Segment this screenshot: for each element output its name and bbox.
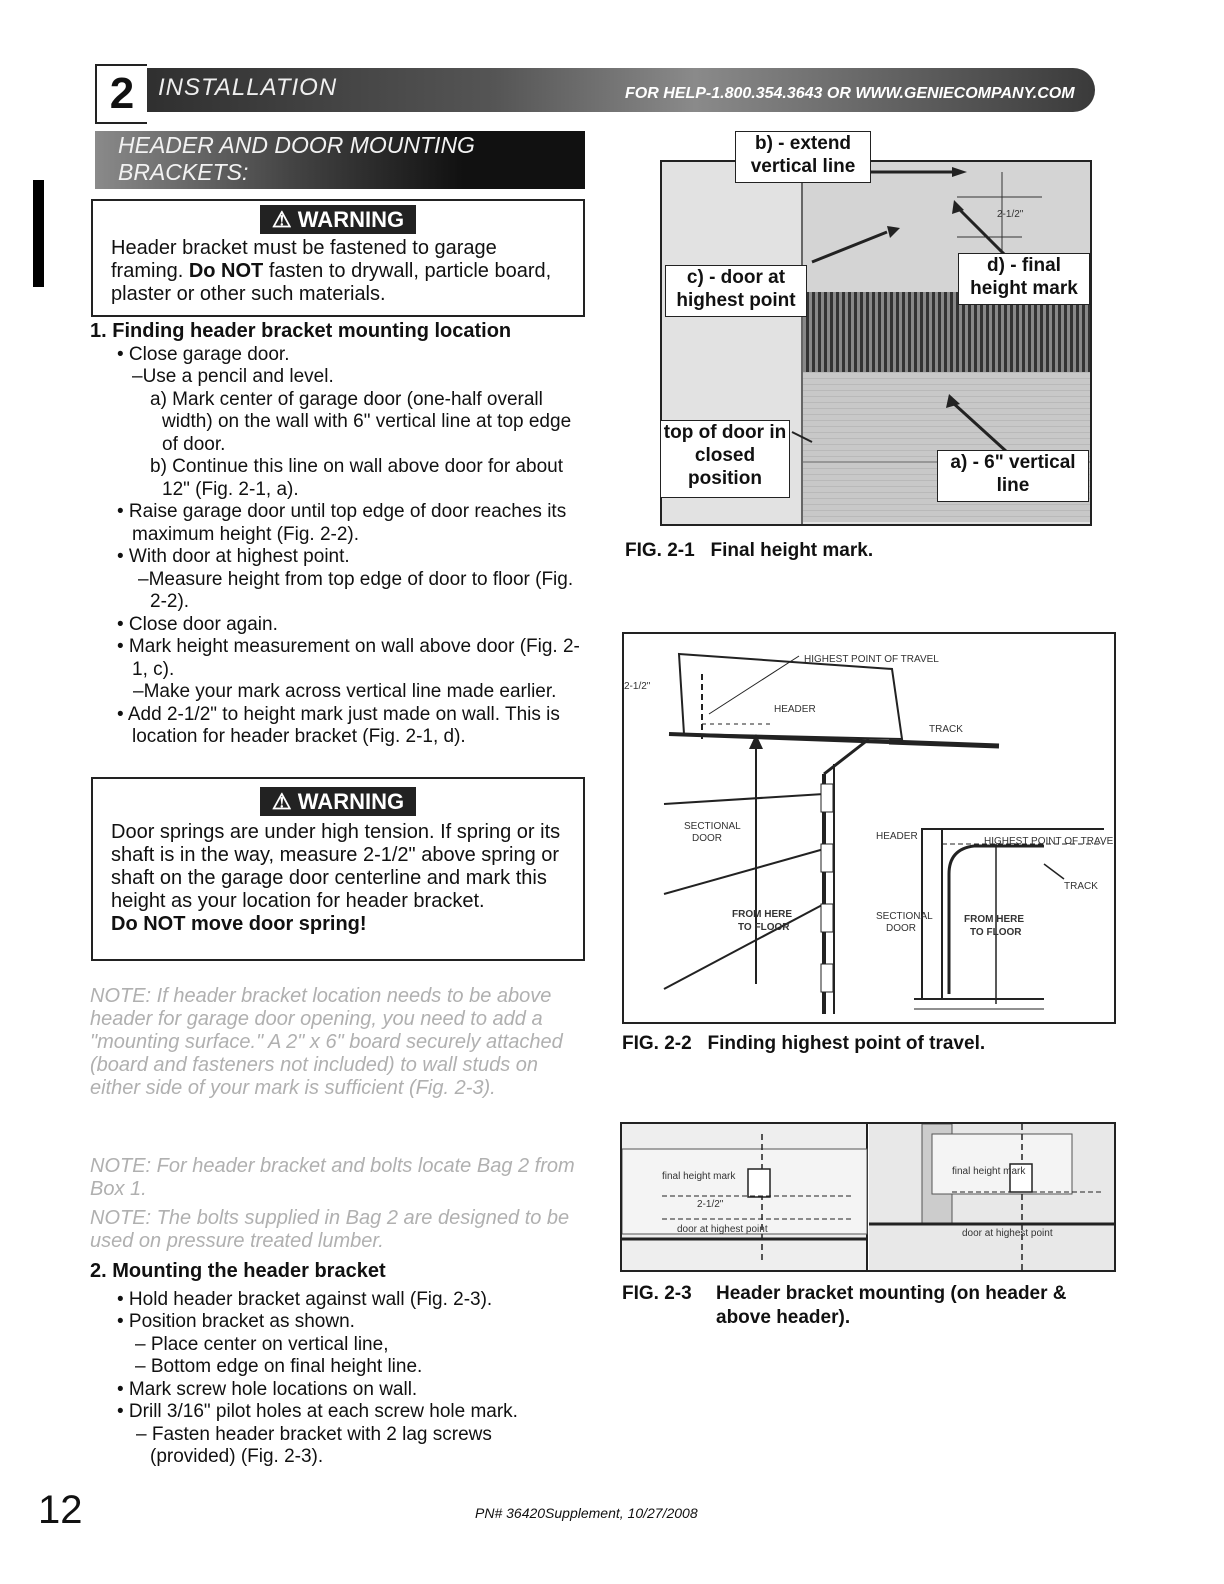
label-from-here: FROM HERE — [732, 909, 792, 920]
step1-line: a) Mark center of garage door (one-half overall width) on the wall with 6" vertical line at top edge of door. — [150, 388, 572, 455]
callout-top-of-door-closed: top of door in closed position — [660, 420, 790, 498]
note-1: NOTE: If header bracket location needs to be above header for garage door opening, you need to add a "mounting surface." A 2" x 6" board securely attached (board and fasteners not included) to wall studs on either side of your mark is sufficient (Fig. 2-3). — [90, 985, 563, 1099]
part-number: PN# 36420Supplement, 10/27/2008 — [475, 1505, 698, 1521]
label-final-height-mark: final height mark — [662, 1171, 736, 1182]
label-header: HEADER — [774, 704, 816, 715]
label-highest-point: HIGHEST POINT OF TRAVEL — [804, 654, 939, 665]
warning-box-2 — [91, 777, 585, 961]
warning-text: Door springs are under high tension. If spring or its shaft is in the way, measure 2-1/2" above spring or shaft on the garage door centerline and mark this height as your location for header bracket. Do NOT move door spring! — [111, 821, 561, 935]
label-dimension: 2-1/2" — [624, 681, 651, 692]
section-number: 2 — [95, 64, 147, 124]
side-tab-marker — [33, 180, 44, 287]
step2-line: • Hold header bracket against wall (Fig. 2-3). — [117, 1288, 493, 1310]
warning-box-1 — [91, 199, 585, 317]
label-sectional: SECTIONAL — [684, 821, 741, 832]
step2-title: 2. Mounting the header bracket — [90, 1260, 386, 1282]
warning-badge: ⚠ WARNING — [260, 205, 416, 234]
step1-line: b) Continue this line on wall above door for about 12" (Fig. 2-1, a). — [150, 456, 563, 500]
callout-c-door-at-highest-point: c) - door at highest point — [665, 265, 807, 317]
label-dimension: 2-1/2" — [697, 1199, 724, 1210]
step2-section — [90, 1260, 590, 1469]
page-number: 12 — [38, 1488, 83, 1532]
label-highest-right: HIGHEST POINT OF TRAVEL — [984, 836, 1114, 847]
step1-line: • Close door again. — [117, 613, 278, 635]
label-door: DOOR — [692, 833, 722, 844]
label-to-floor-right: TO FLOOR — [970, 927, 1022, 938]
fig-2-3-caption-text: Header bracket mounting (on header & above header). — [716, 1283, 1067, 1328]
label-final-height-mark-2: final height mark — [952, 1166, 1026, 1177]
fig-2-3-diagram — [620, 1122, 1116, 1272]
fig-2-2-caption: FIG. 2-2 Finding highest point of travel. — [622, 1033, 986, 1054]
subsection-title: HEADER AND DOOR MOUNTING BRACKETS: — [118, 132, 475, 185]
step2-line: • Position bracket as shown. — [117, 1311, 355, 1332]
callout-a-6-inch-vertical-line: a) - 6" vertical line — [937, 450, 1089, 502]
step2-line: – Place center on vertical line, — [135, 1333, 389, 1355]
step1-title: 1. Finding header bracket mounting location — [90, 320, 512, 342]
step2-line: – Bottom edge on final height line. — [135, 1356, 423, 1377]
label-door-at-highest-point: door at highest point — [677, 1224, 768, 1235]
step1-line: • Add 2-1/2" to height mark just made on wall. This is location for header bracket (Fig. 2-1, d). — [117, 703, 560, 747]
dimension-label: 2-1/2" — [997, 209, 1024, 220]
step1-line: • Raise garage door until top edge of door reaches its maximum height (Fig. 2-2). — [117, 501, 567, 545]
highest-point-diagram — [624, 634, 1114, 1022]
fig-2-2-diagram — [622, 632, 1116, 1024]
step1-line: • With door at highest point. — [117, 546, 350, 567]
label-track-right: TRACK — [1064, 881, 1098, 892]
label-sectional-right: SECTIONAL — [876, 911, 933, 922]
header-bracket-mounting-illustration — [622, 1124, 1114, 1270]
label-door-right: DOOR — [886, 923, 916, 934]
label-door-at-highest-point-2: door at highest point — [962, 1228, 1053, 1239]
label-to-floor: TO FLOOR — [738, 922, 790, 933]
step1-line: • Close garage door. — [117, 343, 290, 365]
warning-badge: ⚠ WARNING — [260, 787, 416, 816]
section-title: INSTALLATION — [158, 74, 338, 101]
label-track: TRACK — [929, 724, 963, 735]
step2-line: – Fasten header bracket with 2 lag screws (provided) (Fig. 2-3). — [136, 1423, 492, 1467]
step1-line: –Use a pencil and level. — [132, 366, 334, 387]
step1-line: –Make your mark across vertical line made earlier. — [133, 681, 557, 702]
step2-line: • Mark screw hole locations on wall. — [117, 1378, 418, 1400]
note-2: NOTE: For header bracket and bolts locate Bag 2 from Box 1. — [90, 1155, 575, 1200]
step1-section — [90, 320, 590, 749]
step1-line: –Measure height from top edge of door to floor (Fig. 2-2). — [138, 568, 574, 612]
warning-text: Header bracket must be fastened to garage framing. Do NOT fasten to drywall, particle board, plaster or other such materials. — [111, 237, 552, 305]
step2-line: • Drill 3/16" pilot holes at each screw hole mark. — [117, 1401, 518, 1422]
help-line: FOR HELP-1.800.354.3643 OR WWW.GENIECOMPANY.COM — [625, 85, 1075, 102]
callout-d-final-height-mark: d) - final height mark — [958, 253, 1090, 305]
note-3: NOTE: The bolts supplied in Bag 2 are designed to be used on pressure treated lumber. — [90, 1207, 570, 1252]
label-from-here-right: FROM HERE — [964, 914, 1024, 925]
step1-line: • Mark height measurement on wall above door (Fig. 2-1, c). — [117, 636, 580, 680]
fig-2-3-caption: FIG. 2-3 Header bracket mounting (on header & above header). — [622, 1282, 1092, 1306]
label-header-right: HEADER — [876, 831, 918, 842]
fig-2-1-caption: FIG. 2-1 Final height mark. — [625, 540, 874, 561]
callout-b-extend-vertical-line: b) - extend vertical line — [735, 131, 871, 183]
